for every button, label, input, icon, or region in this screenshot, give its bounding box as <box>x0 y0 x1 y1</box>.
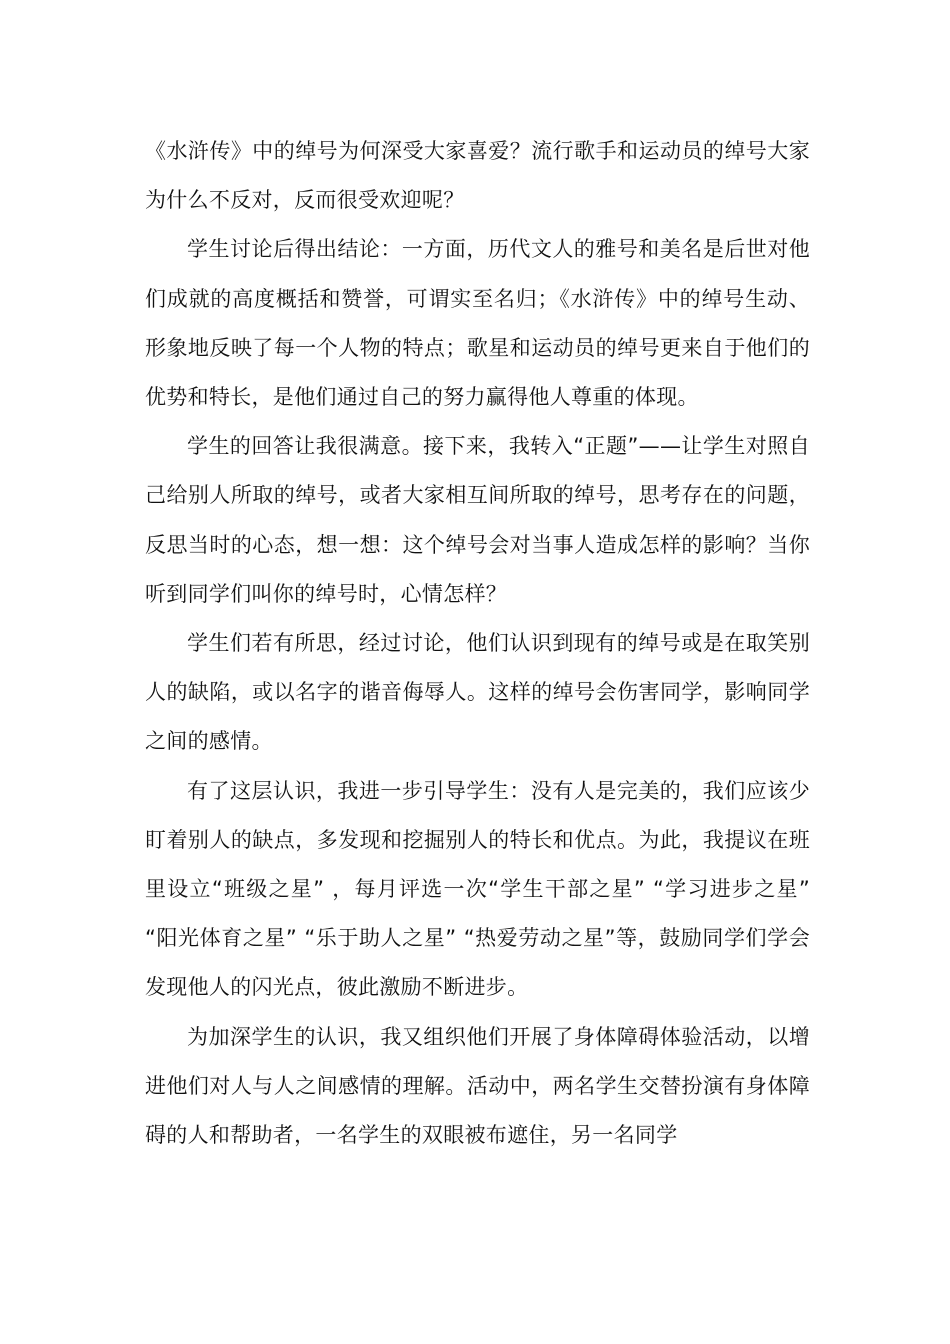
paragraph-2: 学生讨论后得出结论：一方面，历代文人的雅号和美名是后世对他们成就的高度概括和赞誉，可谓实至名归；《水浒传》中的绰号生动、形象地反映了每一个人物的特点；歌星和运动员的绰号更来自于他们的优势和特长，是他们通过自己的努力赢得他人尊重的体现。 <box>145 237 810 410</box>
paragraph-6: 为加深学生的认识，我又组织他们开展了身体障碍体验活动，以增进他们对人与人之间感情的理解。活动中，两名学生交替扮演有身体障碍的人和帮助者，一名学生的双眼被布遮住，另一名同学 <box>145 1024 810 1148</box>
paragraph-5: 有了这层认识，我进一步引导学生：没有人是完美的，我们应该少盯着别人的缺点，多发现和挖掘别人的特长和优点。为此，我提议在班里设立“班级之星” ，每月评选一次“学生干部之星” “学习进步之星” “阳光体育之星” “乐于助人之星” “热爱劳动之星”等，鼓励同学们学会发现他人的闪光点，彼此激励不断进步。 <box>145 778 810 1000</box>
document-body <box>145 127 810 1160</box>
paragraph-1: 《水浒传》中的绰号为何深受大家喜爱？流行歌手和运动员的绰号大家为什么不反对，反而很受欢迎呢？ <box>145 139 810 213</box>
paragraph-4: 学生们若有所思，经过讨论，他们认识到现有的绰号或是在取笑别人的缺陷，或以名字的谐音侮辱人。这样的绰号会伤害同学，影响同学之间的感情。 <box>145 631 810 754</box>
paragraph-3: 学生的回答让我很满意。接下来，我转入“正题”——让学生对照自己给别人所取的绰号，或者大家相互间所取的绰号，思考存在的问题，反思当时的心态，想一想：这个绰号会对当事人造成怎样的影响？当你听到同学们叫你的绰号时，心情怎样？ <box>145 434 810 606</box>
